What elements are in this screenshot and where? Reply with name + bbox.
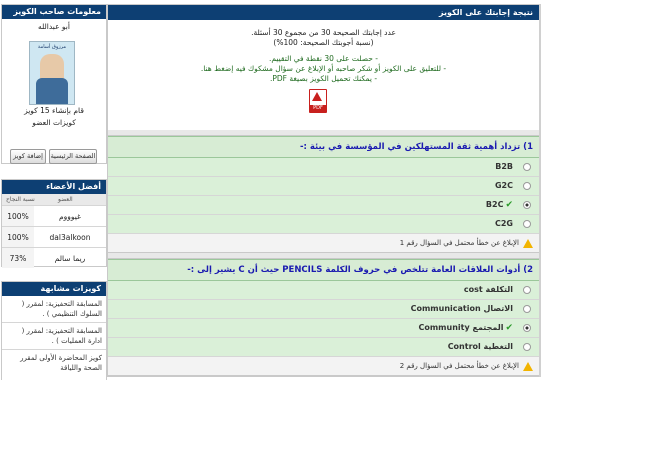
option-cost[interactable] — [108, 281, 539, 300]
top-members-panel — [1, 179, 107, 267]
member-name[interactable]: ريما سالم — [34, 248, 106, 269]
list-item[interactable]: المسابقة التحفيزية: لمقرر ( السلوك التنظيمي ) . — [21, 300, 102, 318]
radio-button-selected[interactable] — [523, 324, 531, 332]
member-pct: 73% — [2, 248, 34, 269]
top-members-table — [2, 205, 106, 268]
similar-quizzes-panel — [1, 281, 107, 380]
question-title: 2) أدوات العلاقات العامة تتلخص في حروف الكلمة PENCILS حيث أن C يشير إلى :- — [108, 259, 539, 281]
option-b2b[interactable] — [108, 158, 539, 177]
question-title: 1) تزداد أهمية ثقة المستهلكين في المؤسسة في بيئة :- — [108, 136, 539, 158]
owner-info-panel — [1, 4, 107, 164]
summary-score: عدد إجابتك الصحيحة 30 من مجموع 30 أسئلة. — [251, 28, 396, 37]
radio-button[interactable] — [523, 163, 531, 171]
result-summary — [108, 20, 539, 130]
member-pct: 100% — [2, 206, 34, 227]
pdf-download-icon[interactable] — [309, 89, 327, 113]
radio-button[interactable] — [523, 286, 531, 294]
home-button[interactable]: الصفحة الرئيسية — [49, 149, 97, 164]
col-member: العضو — [58, 196, 73, 203]
question-2 — [108, 259, 539, 376]
member-name[interactable]: غيوووم — [34, 206, 106, 227]
similar-quizzes-header: كويزات مشابهة — [2, 282, 106, 296]
avatar-text: مرزوق أسامة — [37, 44, 67, 50]
add-quiz-button[interactable]: إضافة كويز — [10, 149, 46, 164]
option-community[interactable] — [108, 319, 539, 338]
option-label: التغطية Control — [447, 342, 513, 351]
option-g2c[interactable] — [108, 177, 539, 196]
list-item[interactable]: المسابقة التحفيزية: لمقرر ( ادارة العمليات ) . — [2, 322, 106, 349]
option-label: G2C — [494, 181, 513, 190]
option-label: الاتصال Communication — [410, 304, 513, 313]
option-label: B2B — [495, 162, 513, 171]
option-label: المجتمع Community — [418, 323, 504, 332]
option-b2c[interactable] — [108, 196, 539, 215]
table-row — [2, 206, 106, 227]
summary-comment-link[interactable]: - للتعليق على الكويز أو شكر صاحبه أو الإبلاغ عن سؤال مشكوك فيه إضغط هنا. — [200, 64, 447, 73]
radio-button[interactable] — [523, 343, 531, 351]
option-label: B2C — [485, 200, 504, 209]
check-icon: ✔ — [505, 200, 513, 210]
report-text: الإبلاغ عن خطأ محتمل في السؤال رقم 1 — [399, 239, 519, 247]
owner-name[interactable]: أبو عبدالله — [38, 22, 70, 31]
quiz-result-panel — [107, 4, 540, 377]
question-1 — [108, 136, 539, 253]
member-name[interactable]: dal3alkoon — [34, 227, 106, 248]
summary-percent: (نسبة أجوبتك الصحيحة: 100%) — [273, 38, 374, 47]
option-c2g[interactable] — [108, 215, 539, 234]
report-error-link[interactable] — [108, 357, 539, 376]
report-error-link[interactable] — [108, 234, 539, 253]
col-success: نسبة النجاح — [6, 196, 35, 203]
quiz-result-header: نتيجة إجابتك على الكويز — [108, 5, 539, 20]
vertical-scrollbar[interactable] — [539, 4, 541, 377]
radio-button[interactable] — [523, 182, 531, 190]
member-pct: 100% — [2, 227, 34, 248]
radio-button[interactable] — [523, 220, 531, 228]
pdf-label: PDF — [310, 105, 326, 112]
warning-icon — [523, 362, 533, 371]
summary-points: - حصلت على 30 نقطة في التقييم. — [269, 54, 378, 63]
summary-pdf-text: - يمكنك تحميل الكويز بصيغة PDF. — [269, 74, 378, 83]
owner-avatar[interactable] — [29, 41, 75, 105]
report-text: الإبلاغ عن خطأ محتمل في السؤال رقم 2 — [399, 362, 519, 370]
check-icon: ✔ — [505, 323, 513, 333]
table-row — [2, 248, 106, 269]
warning-icon — [523, 239, 533, 248]
table-row — [2, 227, 106, 248]
member-quizzes-link[interactable]: كويزات العضو — [32, 118, 76, 127]
option-label: التكلفة cost — [463, 285, 513, 294]
owner-info-header: معلومات صاحب الكويز — [2, 5, 106, 19]
top-members-header: أفضل الأعضاء — [2, 180, 106, 194]
radio-button-selected[interactable] — [523, 201, 531, 209]
option-control[interactable] — [108, 338, 539, 357]
owner-quiz-count: قام بإنشاء 15 كويز — [24, 106, 84, 115]
option-label: C2G — [494, 219, 513, 228]
option-communication[interactable] — [108, 300, 539, 319]
radio-button[interactable] — [523, 305, 531, 313]
top-members-column-header — [2, 194, 106, 205]
list-item[interactable]: كويز المحاضرة الأولى لمقرر الصحة واللياقة — [2, 349, 106, 376]
